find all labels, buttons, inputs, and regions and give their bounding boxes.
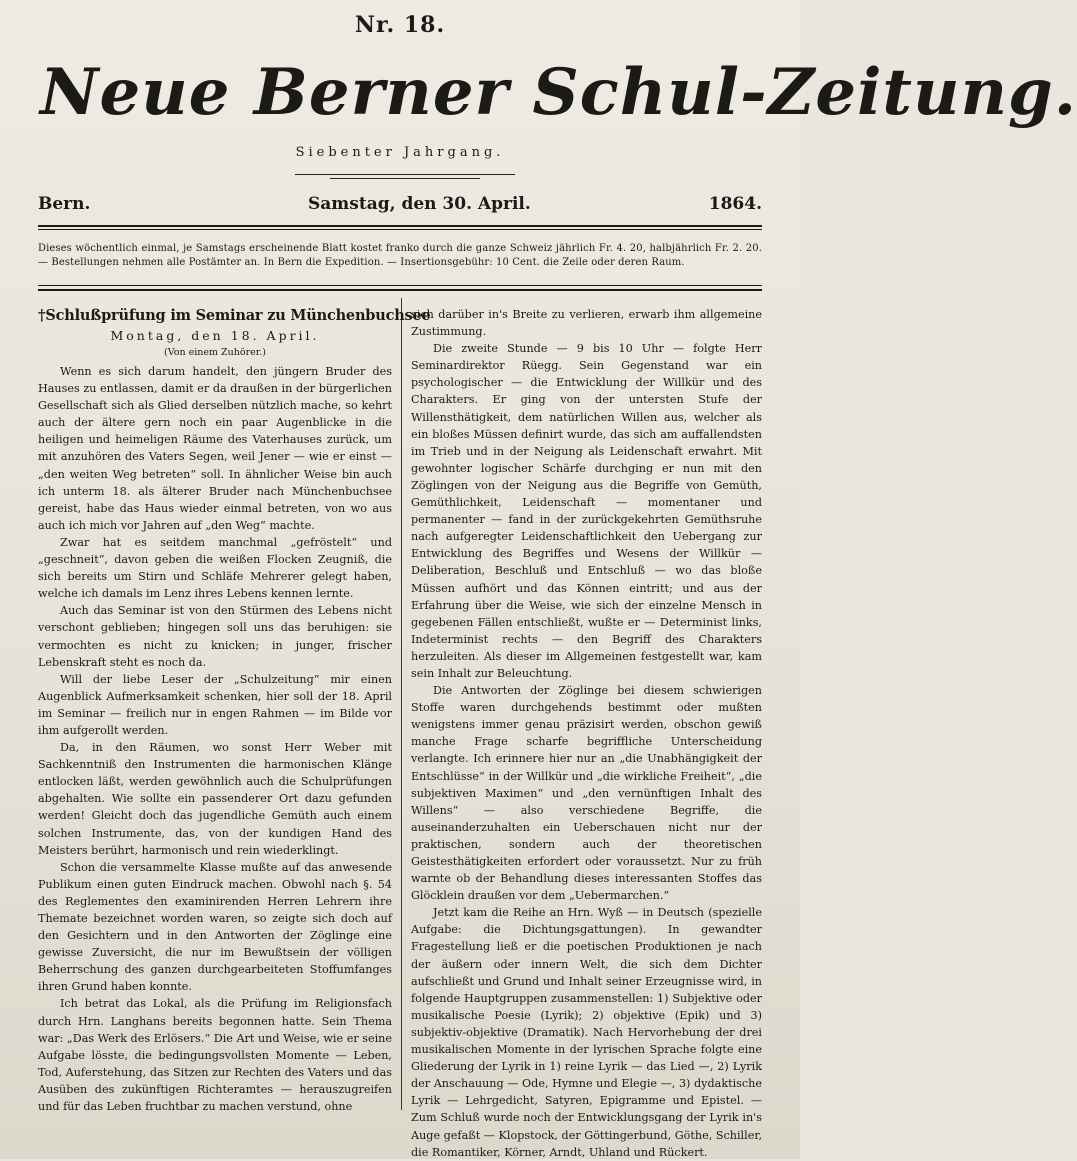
paragraph: Schon die versammelte Klasse mußte auf das anwesende Publikum einen guten Eindruck machen. Obwohl nach §. 54 des Reglementes den examinirenden Herren Lehrern ihre Themate bezeichnet worden waren, so zeigte sich doch auf den Gesichtern und in den Antworten der Zöglinge eine gewisse Zuversicht, die nur im Bewußtsein der völligen Beherrschung des ganzen durchgearbeiteten Stoffumfanges ihren Grund haben konnte. [38,860,392,994]
paragraph: Die zweite Stunde — 9 bis 10 Uhr — folgte Herr Seminardirektor Rüegg. Sein Gegenstand war ein psychologischer — die Entwicklung der Willkür und des Charakters. Er ging von der untersten Stufe der Willensthätigkeit, dem natürlichen Willen aus, welcher als ein bloßes Müssen definirt wurde, das sich am auffallendsten im Trieb und in der Neigung als Leidenschaft erwahrt. Mit gewohnter logischer Schärfe durchging er nun mit den Zöglingen von der Neigung aus die Begriffe von Gemüth, Gemüthlichkeit, Leidenschaft — momentaner und permanenter — fand in der zurückgekehrten Gemüthsruhe nach aufgeregter Leidenschaftlichkeit den Uebergang zur Entwicklung des Begriffes und Wesens der Willkür — Deliberation, Beschluß und Entschluß — wo das bloße Müssen aufhört und das Können eintritt; und aus der Erfahrung über die Weise, wie sich der einzelne Mensch in gegebenen Fällen entschließt, wußte er — Determinist links, Indeterminist rechts — den Begriff des Charakters herzuleiten. Als dieser im Allgemeinen festgestellt war, kam sein Inhalt zur Beleuchtung. [411,342,762,680]
header-rule-thin [38,229,762,230]
place: Bern. [38,194,91,214]
right-column [411,306,762,1159]
ornament-rule-top [295,174,515,175]
issue-year: 1864. [708,194,762,214]
volume-line: Siebenter Jahrgang. [295,145,505,160]
article-title: †Schlußprüfung im Seminar zu Münchenbuchsee [38,307,431,324]
paragraph: Zwar hat es seitdem manchmal „gefröstelt“ und „geschneit“, davon geben die weißen Flocken Zeugniß, die sich bereits um Stirn und Schläfe Mehrerer gelegt haben, welche ich damals im Lenz ihres Lebens kennen lernte. [38,535,392,601]
left-column [38,306,431,1114]
paragraph: Auch das Seminar ist von den Stürmen des Lebens nicht verschont geblieben; hingegen soll uns das beruhigen: sie vermochten es nicht zu knicken; in junger, frischer Lebenskraft steht es noch da. [38,604,392,669]
paragraph: Jetzt kam die Reihe an Hrn. Wyß — in Deutsch (spezielle Aufgabe: die Dichtungsgattungen). In gewandter Fragestellung ließ er die poetischen Produktionen je nach der äußern oder innern Welt, die sich dem Dichter aufschließt und Grund und Inhalt seiner Erzeugnisse wird, in folgende Hauptgruppen zusammenstellen: 1) Subjektive oder musikalische Poesie (Lyrik); 2) objektive (Epik) und 3) subjektiv-objektive (Dramatik). Nach Hervorhebung der drei musikalischen Momente in der lyrischen Sprache folgte eine Gliederung der Lyrik in 1) reine Lyrik — das Lied —, 2) Lyrik der Anschauung — Ode, Hymne und Elegie —, 3) dydaktische Lyrik — Lehrgedicht, Satyren, Epigramme und Epistel. — Zum Schluß wurde noch der Entwicklungsgang der Lyrik in's Auge gefaßt — Klopstock, der Göttingerbund, Göthe, Schiller, die Romantiker, Körner, Arndt, Uhland und Rückert. [411,906,762,1159]
dateline [38,194,762,218]
column-divider [401,298,402,1110]
article-dateline: Montag, den 18. April. [110,328,320,343]
paragraph: Ich betrat das Lokal, als die Prüfung im Religionsfach durch Hrn. Langhans bereits begonnen hatte. Sein Thema war: „Das Werk des Erlösers.“ Die Art und Weise, wie er seine Aufgabe lösste, die bedingungsvollsten Momente — Leben, Tod, Auferstehung, das Sitzen zur Rechten des Vaters und das Ausüben des zukünftigen Richteramtes — herauszugreifen und für das Leben fruchtbar zu machen verstund, ohne [38,997,392,1114]
notice-rule [38,285,762,286]
header-rule [38,225,762,227]
issue-number: Nr. 18. [354,12,446,38]
issue-date: Samstag, den 30. April. [308,194,531,214]
newspaper-title: Neue Berner Schul-Zeitung. [40,55,1077,130]
notice-rule-thick [38,289,762,291]
ornament-rule-bottom [330,178,480,179]
paragraph: Will der liebe Leser der „Schulzeitung“ mir einen Augenblick Aufmerksamkeit schenken, hier soll der 18. April im Seminar — freilich nur in engen Rahmen — im Bilde vor ihm aufgerollt werden. [38,672,392,737]
paragraph: Wenn es sich darum handelt, den jüngern Bruder des Hauses zu entlassen, damit er da draußen in der bürgerlichen Gesellschaft sich als Glied derselben nützlich mache, so kehrt auch der ältere gern noch ein paar Augenblicke in die heiligen und heimeligen Räume des Vaterhauses zurück, um mit anzuhören des Vaters Segen, weil Jener — wie er einst — „den weiten Weg betreten“ soll. In ähnlicher Weise bin auch ich unterm 18. als älterer Bruder nach Münchenbuchsee gereist, habe das Haus wieder einmal betreten, von wo aus auch ich mich vor Jahren auf „den Weg“ machte. [38,365,392,532]
paragraph: Die Antworten der Zöglinge bei diesem schwierigen Stoffe waren durchgehends bestimmt oder mußten wenigstens immer genau präzisirt werden, obschon gewiß manche Frage scharfe begriffliche Unterscheidung verlangte. Ich erinnere hier nur an „die Unabhängigkeit der Entschlüsse“ in der Willkür und „die wirkliche Freiheit“, „die subjektiven Maximen“ und „den vernünftigen Inhalt des Willens“ — also verschiedene Begriffe, die auseinanderzuhalten ein Ueberschauen nicht nur der praktischen, sondern auch der theoretischen Geistesthätigkeiten erfordert oder voraussetzt. Nur zu früh warnte ob der Behandlung dieses interessanten Stoffes das Glöcklein draußen vor dem „Uebermarchen.“ [411,684,762,903]
article-byline: (Von einem Zuhörer.) [164,347,266,358]
paragraph: sich darüber in's Breite zu verlieren, erwarb ihm allgemeine Zustimmung. [411,308,762,339]
subscription-notice: Dieses wöchentlich einmal, je Samstags erscheinende Blatt kostet franko durch die ganze Schweiz jährlich Fr. 4. 20, halbjährlich Fr. 2. 20. — Bestellungen nehmen alle Postämter an. In Bern die Expedition. — Insertionsgebühr: 10 Cent. die Zeile oder deren Raum. [38,243,762,268]
paragraph: Da, in den Räumen, wo sonst Herr Weber mit Sachkenntniß den Instrumenten die harmonischen Klänge entlocken läßt, werden gewöhnlich auch die Schulprüfungen abgehalten. Wie sollte ein passenderer Ort dazu gefunden werden! Gleicht doch das jugendliche Gemüth auch einem solchen Instrumente, das, von der kundigen Hand des Meisters berührt, harmonisch und rein wiederklingt. [38,741,392,857]
